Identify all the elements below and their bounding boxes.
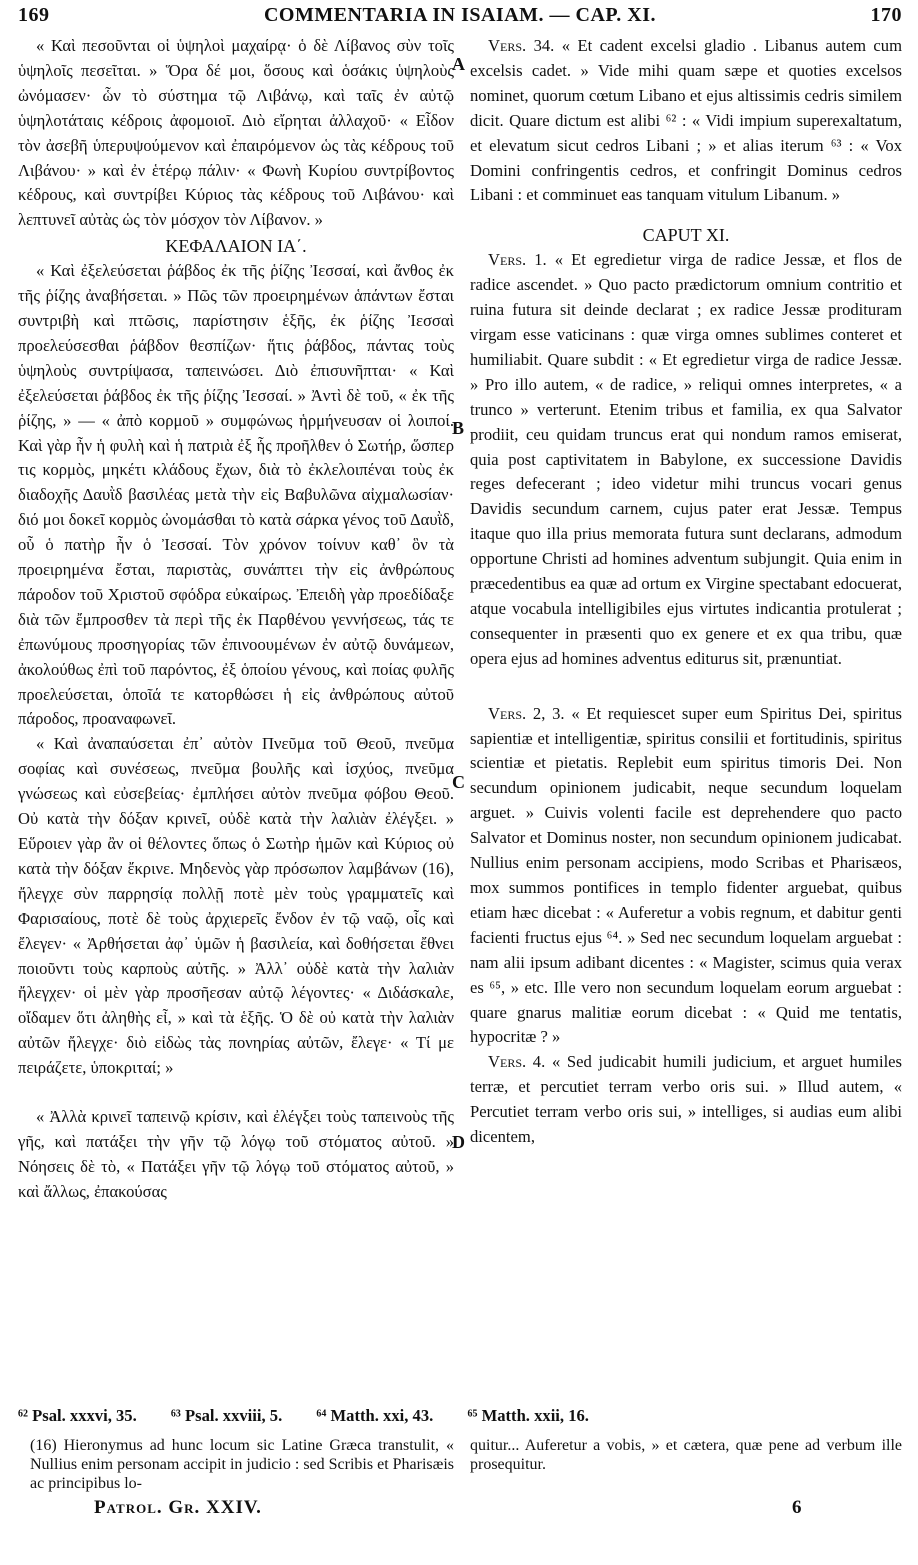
footnote-62: ⁶² Psal. xxxvi, 35. (18, 1406, 137, 1425)
editor-note-right (470, 1436, 902, 1474)
paragraph-gap (18, 1081, 454, 1105)
page-number-right: 170 (870, 4, 902, 26)
editor-note-16-continued: quitur... Auferetur a vobis, » et cætera, quæ pene ad verbum ille prosequitur. (470, 1437, 902, 1473)
greek-chapter-heading: ΚΕΦΑΛΑΙΟΝ ΙΑ΄. (165, 236, 307, 257)
footnote-64: ⁶⁴ Matth. xxi, 43. (316, 1406, 434, 1425)
editor-note-left (30, 1436, 454, 1493)
greek-paragraph-3: « Καὶ ἀναπαύσεται ἐπ᾽ αὐτὸν Πνεῦμα τοῦ Θεοῦ, πνεῦμα σοφίας καὶ συνέσεως, πνεῦμα βουλῆς καὶ ἰσχύος, πνεῦμα γνώσεως καὶ εὐσεβείας· ἐμπλήσει αὐτὸν πνεῦμα φόβου Θεοῦ. Οὐ κατὰ τὴν δόξαν κρινεῖ, οὐδὲ κατὰ τὴν λαλιὰν ἐλέγξει. » Εὕροιεν γὰρ ἂν οἱ θέλοντες ὅπως ὁ Σωτὴρ ἡμῶν καὶ Κύριος οὐ κατὰ τὴν δόξαν ἔκρινε. Μηδενὸς γὰρ πρόσωπον λαμβάνων (16), ἤλεγχε σὺν παρρησίᾳ πολλῇ ποτὲ μὲν τοὺς γραμματεῖς καὶ Φαρισαίους, ποτὲ δὲ τοὺς ἀρχιερεῖς ἔνδον ἐν τῷ ναῷ, οἷς καὶ ἔλεγεν· « Ἀρθήσεται ἀφ᾽ ὑμῶν ἡ βασιλεία, καὶ δοθήσεται ἔθνει ποιοῦντι τοὺς καρποὺς αὐτῆς. » Ἀλλ᾽ οὐδὲ κατὰ τὴν λαλιὰν ἤλεγχεν· οἱ μὲν γὰρ προσῆεσαν αὐτῷ λέγοντες· « Διδάσκαλε, οἴδαμεν ὅτι ἀληθὴς εἶ, » καὶ τὰ ἑξῆς. Ὁ δὲ οὐ κατὰ τὴν λαλιὰν αὐτῶν ἤλεγχε· διὸ εἰδὼς τὰς πονηρίας αὐτῶν, ἔλεγε· « Τί με πειράζετε, ὑποκριταί; » (18, 734, 454, 1078)
margin-marker-c: C (452, 772, 465, 792)
paragraph-gap (470, 208, 902, 222)
greek-paragraph-4: « Ἀλλὰ κρινεῖ ταπεινῷ κρίσιν, καὶ ἐλέγξει τοὺς ταπεινοὺς τῆς γῆς, καὶ πατάξει τὴν γῆν τῷ λόγῳ τοῦ στόματος αὐτοῦ. » Νόησεις δὲ τὸ, « Πατάξει γῆν τῷ λόγῳ τοῦ στόματος αὐτοῦ, » καὶ ἄλλως, ἐπακούσας (18, 1107, 454, 1201)
editor-note-16: (16) Hieronymus ad hunc locum sic Latine Græca transtulit, « Nullius enim personam accipit in judicio : sed Scribis et Pharisæis ac principibus lo- (30, 1437, 454, 1492)
verse-label: Vers. 1. (488, 250, 547, 270)
margin-marker-a: A (452, 54, 465, 74)
sheet-mark: 6 (792, 1497, 802, 1518)
verse-label: Vers. 2, 3. (488, 703, 565, 723)
footnote-references (18, 1406, 902, 1426)
footnote-63: ⁶³ Psal. xxviii, 5. (170, 1406, 283, 1425)
page-number-left: 169 (18, 4, 50, 26)
volume-signature: Patrol. Gr. XXIV. (94, 1497, 262, 1518)
running-header (18, 4, 902, 34)
latin-paragraph-1: « Et cadent excelsi gladio . Libanus autem cum excelsis cadet. » Vide mihi quam sæpe et quoties excelsos nominet, quorum cœtum Libano et ejus altissimis cedris similem dicit. Quare dictum est alibi ⁶² : « Vidi impium superexaltatum, et elevatum sicut cedros Libani ; » et alias iterum ⁶³ : « Vox Domini confringentis cedros, et confringit Dominus cedros Libani : et comminuet eas tanquam vitulum Libanum. » (470, 36, 902, 205)
margin-marker-d: D (452, 1132, 465, 1152)
greek-column (18, 34, 454, 1205)
greek-paragraph-2: « Καὶ ἐξελεύσεται ῥάβδος ἐκ τῆς ῥίζης Ἰεσσαί, καὶ ἄνθος ἐκ τῆς ῥίζης ἀναβήσεται. » Πῶς τῶν προειρημένων ἁπάντων ἔσται συντριβὴ καὶ πτῶσις, παρίστησιν ἑξῆς, ἐκ ῥίζης Ἰεσσαὶ προελεύσεσθαι ῥάβδον θεσπίζων· ἥτις ῥάβδος, πάντας τοὺς ὑψηλοὺς συντρίψασα, ταπεινώσει. Διὸ ἐπισυνῆπται· « Καὶ ἐξελεύσεται ῥάβδος ἐκ τῆς ῥίζης Ἰεσσαί. » Ἀντὶ δὲ τοῦ, « ἐκ τῆς ῥίζης, » — « ἀπὸ κορμοῦ » συμφώνως ἡρμήνευσαν οἱ λοιποί. Καὶ γὰρ ἦν ἡ φυλὴ καὶ ἡ πατριὰ ἐξ ἧς προῆλθεν ὁ Σωτήρ, ὥσπερ τις κορμὸς, μηκέτι κλάδους ἔχων, διὰ τὸ ἐκλελοιπέναι τοὺς ἐκ διαδοχῆς Δαυῒδ βασιλέας μετὰ τὴν εἰς Βαβυλῶνα αἰχμαλωσίαν· διό μοι δοκεῖ κορμὸς ὠνομάσθαι τὸ κατὰ σάρκα γένος τοῦ Δαυῒδ, οὗ ὁ πατὴρ ἦν ὁ Ἰεσσαί. Τὸν χρόνον τοίνυν καθ᾽ ὃν τὰ προειρημένα ἔσται, παριστὰς, συνάπτει τὴν εἰς ἀνθρώπους πάροδον τοῦ Χριστοῦ σφόδρα εὐκαίρως. Ἐπειδὴ γὰρ προεδίδαξε διὰ τῶν ἔμπροσθεν τὰ περὶ τῆς ἐκ Παρθένου γεννήσεως, τάς τε ἐπωνύμους προσηγορίας τῶν ἐπινοουμένων ἐν αὐτῷ δυνάμεων, ἀκολούθως ἐπὶ τοῦ παρόντος, ἐξ ὁποίου γένους, καὶ ποίας φυλῆς προελεύσεται, ὁποῖά τε κατορθώσει ἡ εἰς ἀνθρώπους αὐτοῦ πάροδος, προαναφωνεῖ. (18, 261, 454, 729)
latin-paragraph-4: « Sed judicabit humili judicium, et arguet humiles terræ, et percutiet terram verbo oris sui. » Illud autem, « Percutiet terram verbo oris sui, » intelliges, si audias eum alibi dicentem, (470, 1052, 903, 1147)
paragraph-gap (470, 672, 902, 702)
running-title: COMMENTARIA IN ISAIAM. — CAP. XI. (263, 4, 657, 26)
latin-paragraph-2: « Et egredietur virga de radice Jessæ, et flos de radice ascendet. » Quo pacto prædictorum omnium contritio et ruina futura sit deinde declarat ; ex radice Jessæ prodituram virgam esse vaticinans : quæ virga omnes sublimes conteret et humiliabit. Quare subdit : « Et egredietur virga de radice Jessæ. » Pro illo autem, « de radice, » reliqui omnes interpretes, « a trunco » verterunt. Etenim tribus et familia, ex qua Salvator prodiit, ceu quidam truncus erat qui nondum ramos emiserat, quia post captivitatem in Babylone, ex successione Davidis reges defecerant ; ideo videtur mihi truncus vocari genus Davidis secundum carnem, cujus pater erat Jessæ. Tempus itaque quo illa prius memorata futura sunt declarans, admodum opportune Christi ad homines adventum subjungit. Quia enim in præcedentibus ea quæ ad ortum ex Virgine spectabant edocuerat, atque vocabula intelligibiles ejus virtutes indicantia protulerat ; consequenter in præsenti quo ex genere et ex qua tribu, quæ opera ejus ad homines adventus editurus sit, prænuntiat. (470, 250, 903, 668)
latin-column (470, 34, 902, 1150)
latin-chapter-heading: CAPUT XI. (642, 225, 730, 246)
verse-label: Vers. 34. (488, 36, 555, 55)
verse-label: Vers. 4. (488, 1052, 546, 1072)
latin-paragraph-3: « Et requiescet super eum Spiritus Dei, spiritus sapientiæ et intelligentiæ, spiritus consilii et fortitudinis, spiritus scientiæ et pietatis. Replebit eum spiritus timoris Dei. Non secundum opinionem judicabit, neque secundum loquelam arguet. » Cuivis volenti facile est deprehendere quo pacto Salvator et Dominus noster, non secundum opinionem judicabat. Nullius enim personam accipiens, modo Scribas et Pharisæos, mox summos pontifices in templo fidenter arguebat, quibus etiam hæc dicebat : « Auferetur a vobis regnum, et dabitur genti facienti fructus ejus ⁶⁴. » Sed nec secundum loquelam arguebat : nam alii ipsum adibant dicentes : « Magister, scimus quia verax es ⁶⁵, » etc. Ille vero non secundum loquelam eorum arguebat : quare gnarus malitiæ eorum dicebat : « Quid me tentatis, hypocritæ ? » (470, 703, 903, 1047)
footnote-65: ⁶⁵ Matth. xxii, 16. (467, 1406, 589, 1425)
margin-marker-b: B (452, 418, 465, 438)
greek-paragraph-1: « Καὶ πεσοῦνται οἱ ὑψηλοὶ μαχαίρᾳ· ὁ δὲ Λίβανος σὺν τοῖς ὑψηλοῖς πεσεῖται. » Ὅρα δέ μοι, ὅσους καὶ ὁσάκις ὑψηλοὺς ὠνόμασεν· ὧν τὸ σύστημα τῷ Λιβάνῳ, καὶ ταῖς ἐν αὐτῷ ὑψηλοτάταις κέδροις ἀφομοιοῖ. Διὸ εἴρηται ἀλλαχοῦ· « Εἶδον τὸν ἀσεβῆ ὑπερυψούμενον καὶ ἐπαιρόμενον ὡς τὰς κέδρους τοῦ Λιβάνου· » καὶ ἐν ἑτέρῳ πάλιν· « Φωνὴ Κυρίου συντρίβοντος κέδρους, καὶ συντρίβει Κύριος τὰς κέδρους τοῦ Λιβάνου· καὶ λεπτυνεῖ αὐτὰς ὡς τὸν μόσχον τὸν Λίβανον. » (18, 36, 454, 230)
